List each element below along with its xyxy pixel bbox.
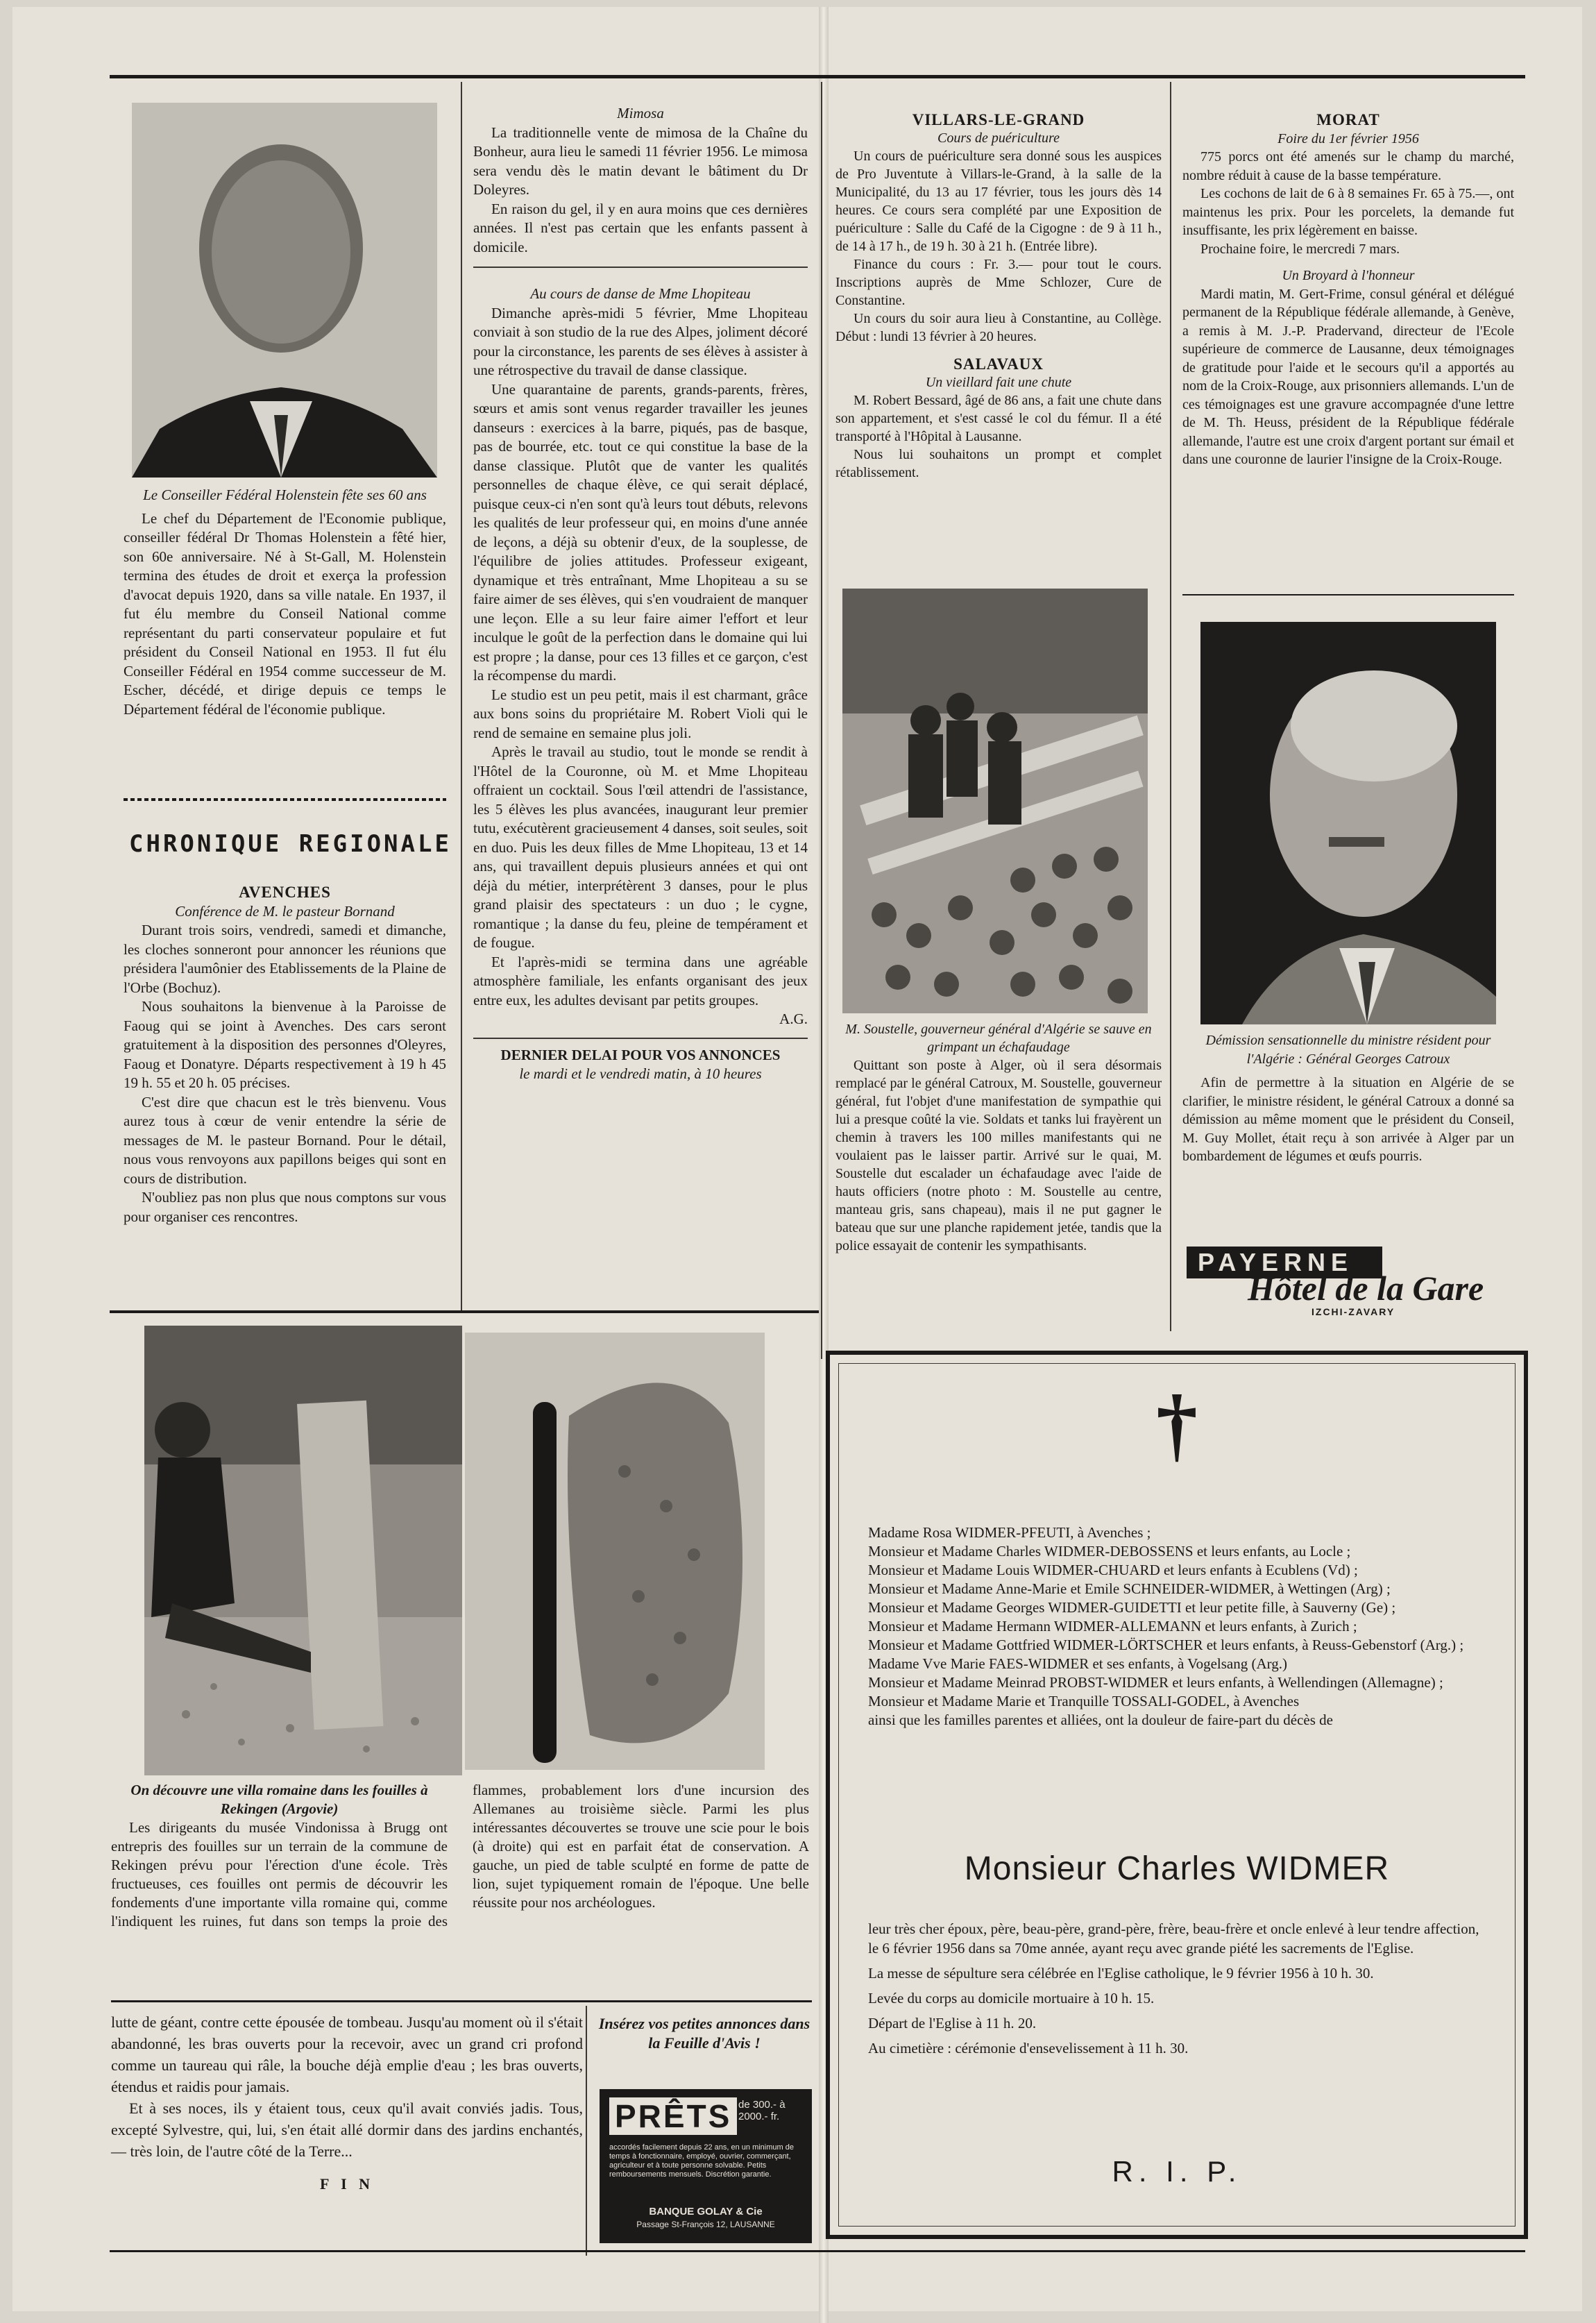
avenches-p2: Nous souhaitons la bienvenue à la Paroisse de Faoug qui se joint à Avenches. Des cars seront gratuitement à la disposition des personnes d'Oleyres, Faoug et Donatyre. Départs respectivement à 19 h 45 19 h. 55 et 20 h. 05 précises. bbox=[124, 998, 446, 1091]
morat-p3: Prochaine foire, le mercredi 7 mars. bbox=[1200, 241, 1400, 257]
hotel-ad-owner: IZCHI-ZAVARY bbox=[1311, 1306, 1395, 1317]
soustelle-photo bbox=[842, 589, 1148, 1013]
salavaux-sub: Un vieillard fait une chute bbox=[925, 375, 1072, 390]
feuilleton bbox=[111, 2011, 583, 2195]
column-2 bbox=[473, 104, 808, 1084]
section-divider bbox=[124, 798, 446, 801]
section-title: CHRONIQUE REGIONALE bbox=[129, 830, 452, 858]
danse-head: Au cours de danse de Mme Lhopiteau bbox=[530, 285, 751, 302]
obituary-mass: La messe de sépulture sera célébrée en l'Eglise catholique, le 9 février 1956 à 10 h. 30. bbox=[868, 1965, 1374, 1982]
dernier-delai-sub: le mardi et le vendredi matin, à 10 heures bbox=[519, 1065, 762, 1082]
morat-sub: Foire du 1er février 1956 bbox=[1277, 130, 1419, 146]
obituary-body-text: leur très cher époux, père, beau-père, grand-père, frère, beau-frère et oncle enlevé à leur tendre affection, le 6 février 1956 dans sa 70me année, ayant reçu avec grande piété les sacrements de l'Eglise. bbox=[868, 1920, 1479, 1957]
danse-p4: Après le travail au studio, tout le monde se rendit à l'Hôtel de la Couronne, où M. et Mme Lhopiteau offraient un cocktail. Sous l'œil attendri de l'assistance, les 5 élèves les plus avancées, inaugurant leur premier tutu, exécutèrent gracieusement 4 danses, soit seules, soit en duo. Puis les deux filles de Mme Lhopiteau, 13 et 14 ans, qui travaillent depuis plusieurs années et qui ont déjà du métier, interprétèrent 3 danses, pour le plus grand plaisir des spectateurs : un duo ; le cygne, romantique ; la danse du feu, pleine de tempérament et de fougue. bbox=[473, 743, 808, 951]
family-line: Madame Rosa WIDMER-PFEUTI, à Avenches ; bbox=[868, 1524, 1151, 1541]
soustelle-text: Quittant son poste à Alger, où il sera désormais remplacé par le général Catroux, M. Soustelle, gouverneur général, fut l'objet d'une manifestation de sympathie qui lui a presque coûté la vie. Soldats et tanks lui frayèrent un chemin à travers les 100 milles manifestants qui ne voulaient pas le laisser partir. Arrivé sur le quai, M. Soustelle dut escalader un échafaudage avec l'aide de hauts officiers (notre photo : M. Soustelle au centre, manteau gris, sans chapeau), mais il ne put gagner le bateau que sur une planche rapidement jetée, tandis que la police essayait de contenir les sympathisants. bbox=[835, 1058, 1162, 1253]
salavaux-p1: M. Robert Bessard, âgé de 86 ans, a fait une chute dans son appartement, et s'est cassé le col du fémur. Il a été transporté à l'Hôpital à Lausanne. bbox=[835, 393, 1162, 444]
obituary-inner bbox=[838, 1363, 1516, 2227]
hotel-ad bbox=[1187, 1247, 1513, 1316]
avenches-p1: Durant trois soirs, vendredi, samedi et dimanche, les cloches sonneront pour annoncer les réunions que présidera l'aumônier des Etablissements de la Plaine de l'Orbe (Bochuz). bbox=[124, 922, 446, 996]
family-line: Monsieur et Madame Gottfried WIDMER-LÖRTSCHER et leurs enfants, à Reuss-Gebenstorf (Arg.) ; bbox=[868, 1637, 1464, 1653]
villars-p3: Un cours du soir aura lieu à Constantine, au Collège. Début : lundi 13 février à 20 heures. bbox=[835, 311, 1162, 344]
newspaper-page bbox=[12, 7, 1582, 2311]
villa-caption: On découvre une villa romaine dans les fouilles à Rekingen (Argovie) bbox=[130, 1782, 428, 1817]
danse-p2: Une quarantaine de parents, grands-parents, frères, sœurs et amis sont venus regarder travailler les jeunes danseurs : exercices à la barre, piqués, pas de basque, pas de bourrée, etc. tout ce qui constitue la base de la danse classique. Plutôt que de vanter les qualités personnelles de chaque élève, ce qui serait déplacé, puisque ceux-ci n'en sont qu'à leurs tout débuts, relevons les qualités de leur professeur qui, en moins d'une année de leçons, a déjà su obtenir d'eux, de la souplesse, de l'équilibre de jolies attitudes. Professeur exigeant, dynamique et très entraînant, Mme Lhopiteau a su se faire aimer de ses élèves, qui s'en voudraient de manquer une leçon. Elle a su leur faire aimer l'effort et leur inculque le goût de la perfection dans le domaine qui lui est propre ; la danse, pour ces 13 filles et ce garçon, c'est la récompense du mardi. bbox=[473, 380, 808, 684]
broyard-head: Un Broyard à l'honneur bbox=[1282, 268, 1415, 283]
dernier-delai-head: DERNIER DELAI POUR VOS ANNONCES bbox=[500, 1046, 781, 1063]
danse-signature: A.G. bbox=[779, 1011, 808, 1027]
avenches-p3: C'est dire que chacun est le très bienvenu. Vous aurez tous à cœur de venir entendre la série de messages de M. le pasteur Bornand. Pour le détail, nous vous renvoyons aux papillons beiges qui sont en cours de distribution. bbox=[124, 1093, 446, 1187]
family-line: Monsieur et Madame Charles WIDMER-DEBOSSENS et leurs enfants, au Locle ; bbox=[868, 1543, 1351, 1560]
catroux-caption: Démission sensationnelle du ministre résident pour l'Algérie : Général Georges Catroux bbox=[1205, 1033, 1491, 1067]
prets-bank: BANQUE GOLAY & Cie bbox=[649, 2206, 763, 2218]
villars-p2: Finance du cours : Fr. 3.— pour tout le cours. Inscriptions auprès de Mme Schlozer, Cure de Constantine. bbox=[835, 257, 1162, 308]
villa-photo-left bbox=[144, 1326, 462, 1775]
holenstein-caption: Le Conseiller Fédéral Holenstein fête ses 60 ans bbox=[143, 487, 427, 503]
prets-title: PRÊTS bbox=[609, 2097, 737, 2135]
villa-photo-right bbox=[465, 1333, 765, 1770]
holenstein-text: Le chef du Département de l'Economie publique, conseiller fédéral Dr Thomas Holenstein a fêté hier, son 60e anniversaire. Né à St-Gall, M. Holenstein termina des études de droit et exerça la profession d'avocat depuis 1920, dans sa ville natale. En 1937, il fut élu membre du Conseil National comme représentant du parti conservateur populaire et fut président du Conseil National en 1953. Il fut élu Conseiller Fédéral en 1954 comme successeur de M. Escher, décédé, et dirige depuis ce temps le Département fédéral de l'économie publique. bbox=[124, 509, 446, 718]
obituary-notice bbox=[826, 1351, 1528, 2239]
danse-p5: Et l'après-midi se termina dans une agréable atmosphère familiale, les enfants organisant des jeux entre eux, les adultes devisant par petits groupes. bbox=[473, 953, 808, 1008]
obituary-levee: Levée du corps au domicile mortuaire à 10 h. 15. bbox=[868, 1990, 1155, 2007]
obituary-rip: R. I. P. bbox=[1112, 2155, 1242, 2188]
family-line: Monsieur et Madame Anne-Marie et Emile SCHNEIDER-WIDMER, à Wettingen (Arg) ; bbox=[868, 1580, 1391, 1597]
avenches-sub: Conférence de M. le pasteur Bornand bbox=[175, 902, 395, 920]
column-4-divider bbox=[1182, 594, 1514, 595]
mimosa-p1: La traditionnelle vente de mimosa de la Chaîne du Bonheur, aura lieu le samedi 11 février 1956. Le mimosa sera vendu dès le matin devant le bâtiment du Dr Doleyres. bbox=[473, 124, 808, 198]
morat-p1: 775 porcs ont été amenés sur le champ du marché, nombre réduit à cause de la basse température. bbox=[1182, 149, 1514, 183]
feuilleton-text: lutte de géant, contre cette épousée de tombeau. Jusqu'au moment où il s'était abandonné, les bras ouverts pour la recevoir, avec un grand cri profond comme un taureau qui râle, la bouche déjà emplie d'eau ; les bras ouverts, étendus et raidis pour jamais. bbox=[111, 2013, 583, 2095]
prets-ad bbox=[600, 2089, 812, 2243]
family-line: Monsieur et Madame Meinrad PROBST-WIDMER et leurs enfants, à Wellendingen (Allemagne) ; bbox=[868, 1674, 1443, 1691]
column-4 bbox=[1182, 111, 1514, 469]
family-line: ainsi que les familles parentes et alliées, ont la douleur de faire-part du décès de bbox=[868, 1712, 1333, 1728]
column-rule bbox=[461, 82, 462, 1310]
column-divider bbox=[473, 1038, 808, 1039]
broyard-p1: Mardi matin, M. Gert-Frime, consul général et délégué permanent de la République fédérale allemande, à Genève, a remis à M. J.-P. Pradervand, directeur de l'Ecole supérieure de commerce de Lausanne, deux témoignages de gratitude pour l'aide et le secours qu'il a apportés au nom de la Croix-Rouge, aux prisonniers allemands. L'un de ces témoignages est une gravure accompagnée d'une lettre de M. Th. Heuss, président de la République fédérale allemande, l'autre est une croix d'argent portant sur émail et dans une couronne de laurier l'insigne de la Croix-Rouge. bbox=[1182, 286, 1514, 467]
morat-p2: Les cochons de lait de 6 à 8 semaines Fr. 65 à 75.—, ont maintenus les prix. Pour les porcelets, la demande fut insuffisante, les prix légèrement en baisse. bbox=[1182, 186, 1514, 238]
avenches-p4: N'oubliez pas non plus que nous comptons sur vous pour organiser ces rencontres. bbox=[124, 1189, 446, 1225]
danse-p1: Dimanche après-midi 5 février, Mme Lhopiteau conviait à son studio de la rue des Alpes, joliment décoré pour la circonstance, les parents de ses élèves à assister à une rétrospective du travail de danse classique. bbox=[473, 304, 808, 378]
villa-text-wrap bbox=[111, 1781, 809, 1931]
catroux-article bbox=[1182, 1031, 1514, 1166]
holenstein-photo bbox=[132, 103, 437, 478]
soustelle-caption: M. Soustelle, gouverneur général d'Algérie se sauve en grimpant un échafaudage bbox=[845, 1022, 1152, 1055]
obituary-body bbox=[868, 1919, 1493, 2058]
column-rule bbox=[586, 2006, 587, 2256]
mimosa-head: Mimosa bbox=[617, 105, 664, 121]
danse-p3: Le studio est un peu petit, mais il est charmant, grâce aux bons soins du propriétaire M. Robert Violi qui le rend de semaine en semaine plus joli. bbox=[473, 686, 808, 741]
column-divider bbox=[473, 267, 808, 268]
insert-ad-text: Insérez vos petites annonces dans la Feuille d'Avis ! bbox=[598, 2015, 810, 2052]
top-rule bbox=[110, 75, 1525, 78]
insert-ad-note bbox=[597, 2014, 812, 2053]
column-rule bbox=[821, 82, 822, 1359]
family-line: Monsieur et Madame Marie et Tranquille TOSSALI-GODEL, à Avenches bbox=[868, 1693, 1300, 1709]
prets-amount: de 300.- à 2000.- fr. bbox=[738, 2099, 786, 2122]
family-line: Madame Vve Marie FAES-WIDMER et ses enfants, à Vogelsang (Arg.) bbox=[868, 1655, 1288, 1672]
obituary-cimetiere: Au cimetière : cérémonie d'ensevelissement à 11 h. 30. bbox=[868, 2040, 1189, 2056]
column-rule bbox=[1170, 82, 1171, 1331]
mimosa-p2: En raison du gel, il y en aura moins que ces dernières années. Il n'est pas certain que les enfants passent à domicile. bbox=[473, 200, 808, 255]
deceased-name: Monsieur Charles WIDMER bbox=[964, 1850, 1390, 1887]
villars-head: VILLARS-LE-GRAND bbox=[912, 111, 1085, 128]
villars-sub: Cours de puériculture bbox=[937, 130, 1060, 146]
avenches-article bbox=[124, 883, 446, 1226]
catroux-photo bbox=[1200, 622, 1496, 1024]
villa-article bbox=[111, 1781, 809, 1931]
family-line: Monsieur et Madame Georges WIDMER-GUIDETTI et leur petite fille, à Sauverny (Ge) ; bbox=[868, 1599, 1396, 1616]
prets-text: accordés facilement depuis 22 ans, en un minimum de temps à fonctionnaire, employé, ouvrier, commerçant, agriculteur et à toute personne solvable. Petits remboursements mensuels. Discrétion garantie. bbox=[609, 2143, 794, 2179]
hotel-ad-name: Hôtel de la Gare bbox=[1248, 1269, 1484, 1308]
column-3 bbox=[835, 111, 1162, 482]
family-line: Monsieur et Madame Louis WIDMER-CHUARD et leurs enfants à Ecublens (Vd) ; bbox=[868, 1562, 1358, 1578]
column-1 bbox=[124, 486, 446, 719]
avenches-head: AVENCHES bbox=[239, 884, 331, 901]
middle-rule bbox=[110, 1310, 819, 1313]
soustelle-article bbox=[835, 1020, 1162, 1255]
cross-icon: † bbox=[1156, 1378, 1198, 1470]
salavaux-head: SALAVAUX bbox=[953, 355, 1044, 373]
feuilleton-text-2: Et à ses noces, ils y étaient tous, ceux qu'il avait conviés jadis. Tous, excepté Sylvestre, qui, lui, s'en était allé dormir dans des jardins enchantés, — très loin, de l'autre côté de la Terre... bbox=[111, 2100, 583, 2160]
salavaux-p2: Nous lui souhaitons un prompt et complet rétablissement. bbox=[835, 447, 1162, 480]
morat-head: MORAT bbox=[1316, 111, 1380, 128]
villa-text: Les dirigeants du musée Vindonissa à Brugg ont entrepris des fouilles sur un terrain de la commune de Rekingen prévu pour l'érection d'une école. Très fructueuses, ces fouilles ont permis de découvrir les fondements d'une importante villa romaine qui, comme l'indiquent les ruines, fut dans son temps la proie des flammes, probablement lors d'une incursion des Allemanes au troisième siècle. Parmi les plus intéressantes découvertes se trouve une scie pour le bois (à droite) qui est en parfait état de conservation. A gauche, un pied de table sculpté en forme de patte de lion, sujet typiquement romain de l'époque. Une belle réussite pour nos archéologues. bbox=[111, 1782, 809, 1929]
bottom-rule bbox=[110, 2250, 1525, 2252]
hotel-ad-town: PAYERNE bbox=[1187, 1247, 1382, 1278]
catroux-text: Afin de permettre à la situation en Algérie de se clarifier, le ministre résident, le général Catroux a donné sa démission au même moment que le président du Conseil, M. Guy Mollet, était reçu à son arrivée à Alger par un bombardement de légumes et œufs pourris. bbox=[1182, 1075, 1514, 1164]
family-line: Monsieur et Madame Hermann WIDMER-ALLEMANN et leurs enfants, à Zurich ; bbox=[868, 1618, 1357, 1634]
bottom-left-rule bbox=[111, 2000, 812, 2002]
prets-address: Passage St-François 12, LAUSANNE bbox=[636, 2220, 775, 2229]
feuilleton-end: F I N bbox=[319, 2175, 375, 2193]
obituary-families bbox=[868, 1523, 1493, 1730]
obituary-depart: Départ de l'Eglise à 11 h. 20. bbox=[868, 2015, 1037, 2031]
villars-p1: Un cours de puériculture sera donné sous les auspices de Pro Juventute à Villars-le-Grand, à la salle de la Municipalité, du 13 au 17 février, tous les jours dès 14 heures. Ce cours sera complété par une Exposition de puériculture : Salle du Café de la Cigogne : de 9 à 11 h., de 14 à 17 h., de 19 h. 30 à 21 h. (Entrée libre). bbox=[835, 149, 1162, 254]
